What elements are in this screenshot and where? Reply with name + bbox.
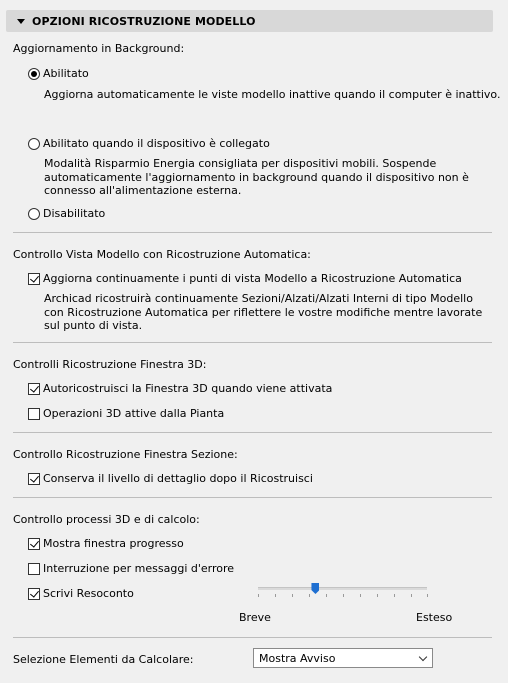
show-progress-checkbox-label: Mostra finestra progresso bbox=[43, 537, 184, 550]
background-update-label: Aggiornamento in Background: bbox=[13, 42, 185, 55]
ops-3d-from-plan-checkbox-label: Operazioni 3D attive dalla Pianta bbox=[43, 407, 225, 420]
section-title: OPZIONI RICOSTRUZIONE MODELLO bbox=[32, 14, 256, 28]
radio-enabled[interactable] bbox=[28, 67, 89, 80]
divider bbox=[13, 432, 492, 433]
radio-disabled-button[interactable] bbox=[28, 208, 40, 220]
radio-enabled-when-plugged-button[interactable] bbox=[28, 138, 40, 150]
window3d-label: Controlli Ricostruzione Finestra 3D: bbox=[13, 358, 207, 371]
stop-on-error-checkbox[interactable] bbox=[28, 562, 234, 575]
radio-enabled-description: Aggiorna automaticamente le viste modello inattive quando il computer è inattivo. bbox=[44, 88, 501, 101]
radio-disabled-label: Disabilitato bbox=[43, 207, 106, 220]
write-report-checkbox-box[interactable] bbox=[28, 588, 40, 600]
processes-label: Controllo processi 3D e di calcolo: bbox=[13, 513, 200, 526]
report-detail-slider-thumb[interactable] bbox=[311, 583, 319, 594]
auto-rebuild-label: Controllo Vista Modello con Ricostruzione Automatica: bbox=[13, 248, 311, 261]
report-detail-slider-track[interactable] bbox=[258, 587, 427, 590]
selection-dropdown-value: Mostra Avviso bbox=[259, 651, 336, 665]
write-report-checkbox[interactable] bbox=[28, 587, 134, 600]
radio-disabled[interactable] bbox=[28, 207, 105, 220]
show-progress-checkbox[interactable] bbox=[28, 537, 184, 550]
radio-enabled-button[interactable] bbox=[28, 68, 40, 80]
selection-label: Selezione Elementi da Calcolare: bbox=[13, 653, 194, 666]
radio-enabled-label: Abilitato bbox=[43, 67, 89, 80]
slider-max-label: Esteso bbox=[416, 611, 453, 624]
keep-detail-level-checkbox-label: Conserva il livello di dettaglio dopo il Ricostruisci bbox=[43, 472, 313, 485]
write-report-checkbox-label: Scrivi Resoconto bbox=[43, 587, 134, 600]
auto-rebuild-description: Archicad ricostruirà continuamente Sezioni/Alzati/Alzati Interni di tipo Modello con Ricostruzione Automatica per riflettere le vostre modifiche mentre lavorate sul punto di vista. bbox=[44, 292, 483, 332]
auto-rebuild-checkbox[interactable] bbox=[28, 272, 462, 285]
auto-rebuild-3d-checkbox-label: Autoricostruisci la Finestra 3D quando viene attivata bbox=[43, 382, 333, 395]
slider-ticks bbox=[258, 594, 428, 598]
radio-enabled-when-plugged-label: Abilitato quando il dispositivo è collegato bbox=[43, 137, 270, 150]
stop-on-error-checkbox-box[interactable] bbox=[28, 563, 40, 575]
divider bbox=[13, 342, 492, 343]
auto-rebuild-checkbox-box[interactable] bbox=[28, 273, 40, 285]
collapse-triangle-icon[interactable] bbox=[17, 19, 25, 24]
divider bbox=[13, 232, 492, 233]
divider bbox=[13, 497, 492, 498]
selection-dropdown[interactable] bbox=[253, 648, 433, 668]
auto-rebuild-3d-checkbox[interactable] bbox=[28, 382, 332, 395]
slider-min-label: Breve bbox=[239, 611, 271, 624]
ops-3d-from-plan-checkbox[interactable] bbox=[28, 407, 224, 420]
radio-enabled-when-plugged[interactable] bbox=[28, 137, 270, 150]
auto-rebuild-checkbox-label: Aggiorna continuamente i punti di vista Modello a Ricostruzione Automatica bbox=[43, 272, 462, 285]
auto-rebuild-3d-checkbox-box[interactable] bbox=[28, 383, 40, 395]
section-window-label: Controllo Ricostruzione Finestra Sezione: bbox=[13, 448, 238, 461]
section-header-rebuild-options[interactable] bbox=[6, 10, 493, 32]
keep-detail-level-checkbox-box[interactable] bbox=[28, 473, 40, 485]
keep-detail-level-checkbox[interactable] bbox=[28, 472, 313, 485]
radio-enabled-when-plugged-description: Modalità Risparmio Energia consigliata per dispositivi mobili. Sospende automaticamente l'aggiornamento in background quando il dispositivo non è connesso all'alimentazione esterna. bbox=[44, 157, 469, 197]
show-progress-checkbox-box[interactable] bbox=[28, 538, 40, 550]
stop-on-error-checkbox-label: Interruzione per messaggi d'errore bbox=[43, 562, 235, 575]
divider bbox=[13, 637, 492, 638]
ops-3d-from-plan-checkbox-box[interactable] bbox=[28, 408, 40, 420]
chevron-down-icon bbox=[419, 653, 427, 661]
